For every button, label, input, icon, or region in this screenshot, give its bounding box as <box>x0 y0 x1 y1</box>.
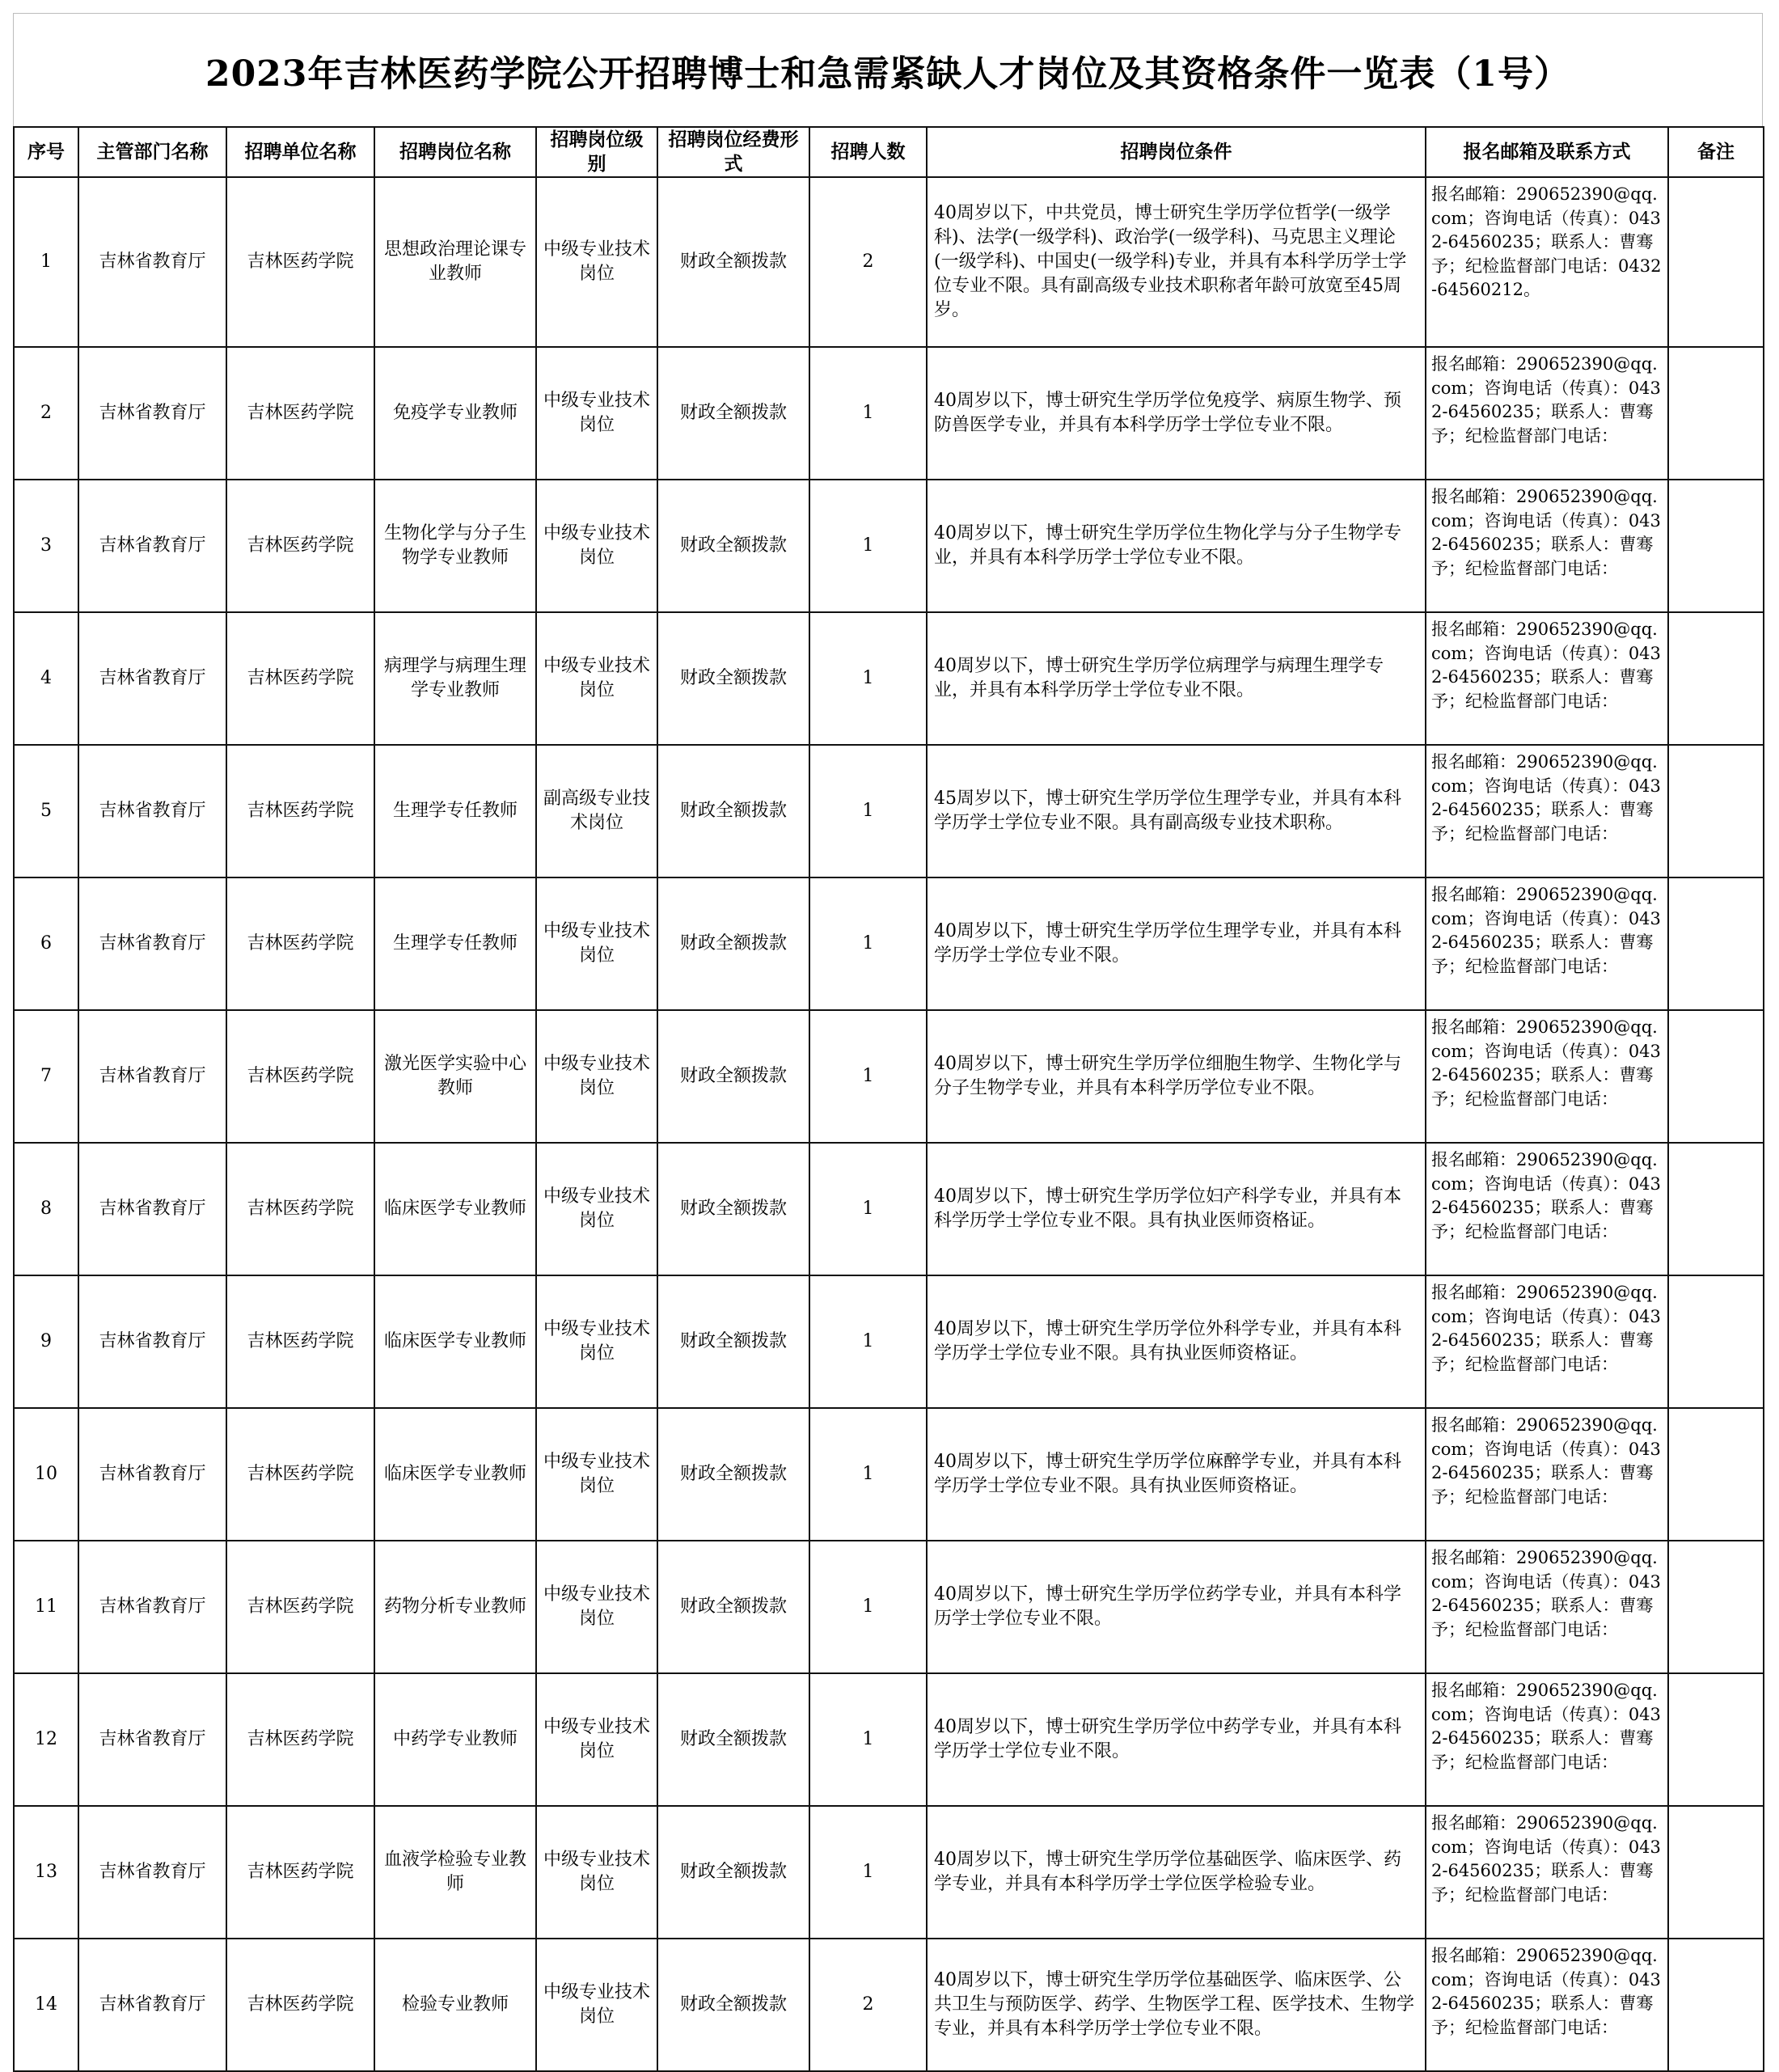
cell-contact: 报名邮箱：290652390@qq.com；咨询电话（传真）：0432-64560235；联系人：曹骞予；纪检监督部门电话： <box>1426 1010 1668 1143</box>
cell-count: 1 <box>809 1275 927 1408</box>
cell-remark <box>1668 1673 1764 1806</box>
cell-level: 中级专业技术岗位 <box>536 1010 657 1143</box>
cell-seq: 4 <box>14 612 78 745</box>
cell-count: 1 <box>809 347 927 480</box>
cell-post: 检验专业教师 <box>374 1939 536 2071</box>
header-count: 招聘人数 <box>809 127 927 177</box>
cell-unit: 吉林医药学院 <box>226 877 374 1010</box>
cell-seq: 6 <box>14 877 78 1010</box>
cell-level: 中级专业技术岗位 <box>536 347 657 480</box>
cell-unit: 吉林医药学院 <box>226 1806 374 1939</box>
table-row <box>14 1939 1764 2071</box>
cell-funding: 财政全额拨款 <box>657 1541 809 1673</box>
cell-post: 免疫学专业教师 <box>374 347 536 480</box>
cell-funding: 财政全额拨款 <box>657 612 809 745</box>
cell-dept: 吉林省教育厅 <box>78 1010 226 1143</box>
table-row <box>14 877 1764 1010</box>
cell-contact: 报名邮箱：290652390@qq.com；咨询电话（传真）：0432-64560235；联系人：曹骞予；纪检监督部门电话：0432-64560212。 <box>1426 177 1668 347</box>
header-contact: 报名邮箱及联系方式 <box>1426 127 1668 177</box>
header-conditions: 招聘岗位条件 <box>927 127 1426 177</box>
cell-conditions: 40周岁以下，博士研究生学历学位外科学专业，并具有本科学历学士学位专业不限。具有执业医师资格证。 <box>927 1275 1426 1408</box>
cell-remark <box>1668 1010 1764 1143</box>
cell-count: 1 <box>809 1408 927 1541</box>
cell-funding: 财政全额拨款 <box>657 1010 809 1143</box>
table-row <box>14 1806 1764 1939</box>
cell-seq: 8 <box>14 1143 78 1275</box>
cell-level: 中级专业技术岗位 <box>536 177 657 347</box>
cell-remark <box>1668 1143 1764 1275</box>
cell-unit: 吉林医药学院 <box>226 1275 374 1408</box>
cell-post: 思想政治理论课专业教师 <box>374 177 536 347</box>
cell-funding: 财政全额拨款 <box>657 1408 809 1541</box>
cell-remark <box>1668 1541 1764 1673</box>
cell-count: 1 <box>809 1541 927 1673</box>
cell-level: 中级专业技术岗位 <box>536 1143 657 1275</box>
cell-contact: 报名邮箱：290652390@qq.com；咨询电话（传真）：0432-64560235；联系人：曹骞予；纪检监督部门电话： <box>1426 745 1668 877</box>
header-seq: 序号 <box>14 127 78 177</box>
cell-dept: 吉林省教育厅 <box>78 1806 226 1939</box>
cell-level: 中级专业技术岗位 <box>536 1939 657 2071</box>
cell-post: 激光医学实验中心教师 <box>374 1010 536 1143</box>
positions-table <box>13 126 1764 2072</box>
cell-level: 中级专业技术岗位 <box>536 1408 657 1541</box>
cell-contact: 报名邮箱：290652390@qq.com；咨询电话（传真）：0432-64560235；联系人：曹骞予；纪检监督部门电话： <box>1426 347 1668 480</box>
cell-count: 1 <box>809 877 927 1010</box>
cell-funding: 财政全额拨款 <box>657 1939 809 2071</box>
cell-remark <box>1668 177 1764 347</box>
recruitment-sheet <box>13 13 1763 2039</box>
cell-seq: 12 <box>14 1673 78 1806</box>
cell-conditions: 40周岁以下，中共党员，博士研究生学历学位哲学(一级学科)、法学(一级学科)、政治学(一级学科)、马克思主义理论(一级学科)、中国史(一级学科)专业，并具有本科学历学士学位专业不限。具有副高级专业技术职称者年龄可放宽至45周岁。 <box>927 177 1426 347</box>
cell-count: 2 <box>809 177 927 347</box>
header-remark: 备注 <box>1668 127 1764 177</box>
header-post: 招聘岗位名称 <box>374 127 536 177</box>
cell-seq: 11 <box>14 1541 78 1673</box>
cell-count: 1 <box>809 480 927 612</box>
cell-contact: 报名邮箱：290652390@qq.com；咨询电话（传真）：0432-64560235；联系人：曹骞予；纪检监督部门电话： <box>1426 1806 1668 1939</box>
cell-conditions: 45周岁以下，博士研究生学历学位生理学专业，并具有本科学历学士学位专业不限。具有副高级专业技术职称。 <box>927 745 1426 877</box>
cell-level: 中级专业技术岗位 <box>536 1541 657 1673</box>
cell-funding: 财政全额拨款 <box>657 1806 809 1939</box>
cell-contact: 报名邮箱：290652390@qq.com；咨询电话（传真）：0432-64560235；联系人：曹骞予；纪检监督部门电话： <box>1426 1541 1668 1673</box>
cell-post: 血液学检验专业教师 <box>374 1806 536 1939</box>
cell-unit: 吉林医药学院 <box>226 480 374 612</box>
header-unit: 招聘单位名称 <box>226 127 374 177</box>
table-row <box>14 177 1764 347</box>
cell-remark <box>1668 1806 1764 1939</box>
cell-post: 药物分析专业教师 <box>374 1541 536 1673</box>
cell-level: 中级专业技术岗位 <box>536 1806 657 1939</box>
cell-conditions: 40周岁以下，博士研究生学历学位药学专业，并具有本科学历学士学位专业不限。 <box>927 1541 1426 1673</box>
cell-seq: 10 <box>14 1408 78 1541</box>
cell-count: 1 <box>809 1010 927 1143</box>
cell-level: 中级专业技术岗位 <box>536 480 657 612</box>
cell-remark <box>1668 480 1764 612</box>
cell-seq: 2 <box>14 347 78 480</box>
cell-count: 1 <box>809 1806 927 1939</box>
cell-conditions: 40周岁以下，博士研究生学历学位基础医学、临床医学、药学专业，并具有本科学历学士学位医学检验专业。 <box>927 1806 1426 1939</box>
cell-conditions: 40周岁以下，博士研究生学历学位妇产科学专业，并具有本科学历学士学位专业不限。具有执业医师资格证。 <box>927 1143 1426 1275</box>
cell-post: 临床医学专业教师 <box>374 1275 536 1408</box>
cell-count: 2 <box>809 1939 927 2071</box>
cell-dept: 吉林省教育厅 <box>78 177 226 347</box>
table-row <box>14 1275 1764 1408</box>
cell-dept: 吉林省教育厅 <box>78 480 226 612</box>
cell-remark <box>1668 1275 1764 1408</box>
cell-conditions: 40周岁以下，博士研究生学历学位生物化学与分子生物学专业，并具有本科学历学士学位专业不限。 <box>927 480 1426 612</box>
cell-contact: 报名邮箱：290652390@qq.com；咨询电话（传真）：0432-64560235；联系人：曹骞予；纪检监督部门电话： <box>1426 1275 1668 1408</box>
table-row <box>14 1408 1764 1541</box>
table-body <box>14 177 1764 2071</box>
cell-contact: 报名邮箱：290652390@qq.com；咨询电话（传真）：0432-64560235；联系人：曹骞予；纪检监督部门电话： <box>1426 1939 1668 2071</box>
cell-level: 中级专业技术岗位 <box>536 1673 657 1806</box>
cell-remark <box>1668 877 1764 1010</box>
cell-conditions: 40周岁以下，博士研究生学历学位免疫学、病原生物学、预防兽医学专业，并具有本科学历学士学位专业不限。 <box>927 347 1426 480</box>
cell-dept: 吉林省教育厅 <box>78 612 226 745</box>
cell-remark <box>1668 745 1764 877</box>
cell-funding: 财政全额拨款 <box>657 745 809 877</box>
cell-conditions: 40周岁以下，博士研究生学历学位麻醉学专业，并具有本科学历学士学位专业不限。具有执业医师资格证。 <box>927 1408 1426 1541</box>
cell-unit: 吉林医药学院 <box>226 1541 374 1673</box>
table-row <box>14 1673 1764 1806</box>
cell-unit: 吉林医药学院 <box>226 1408 374 1541</box>
cell-funding: 财政全额拨款 <box>657 1275 809 1408</box>
cell-funding: 财政全额拨款 <box>657 480 809 612</box>
cell-dept: 吉林省教育厅 <box>78 1275 226 1408</box>
cell-contact: 报名邮箱：290652390@qq.com；咨询电话（传真）：0432-64560235；联系人：曹骞予；纪检监督部门电话： <box>1426 1673 1668 1806</box>
header-level: 招聘岗位级别 <box>536 127 657 177</box>
table-row <box>14 1010 1764 1143</box>
cell-unit: 吉林医药学院 <box>226 177 374 347</box>
header-row <box>14 127 1764 177</box>
cell-level: 中级专业技术岗位 <box>536 612 657 745</box>
header-dept: 主管部门名称 <box>78 127 226 177</box>
cell-contact: 报名邮箱：290652390@qq.com；咨询电话（传真）：0432-64560235；联系人：曹骞予；纪检监督部门电话： <box>1426 612 1668 745</box>
cell-unit: 吉林医药学院 <box>226 1143 374 1275</box>
cell-funding: 财政全额拨款 <box>657 347 809 480</box>
cell-seq: 3 <box>14 480 78 612</box>
cell-conditions: 40周岁以下，博士研究生学历学位病理学与病理生理学专业，并具有本科学历学士学位专业不限。 <box>927 612 1426 745</box>
cell-seq: 1 <box>14 177 78 347</box>
cell-conditions: 40周岁以下，博士研究生学历学位细胞生物学、生物化学与分子生物学专业，并具有本科学历学位专业不限。 <box>927 1010 1426 1143</box>
cell-contact: 报名邮箱：290652390@qq.com；咨询电话（传真）：0432-64560235；联系人：曹骞予；纪检监督部门电话： <box>1426 1143 1668 1275</box>
cell-contact: 报名邮箱：290652390@qq.com；咨询电话（传真）：0432-64560235；联系人：曹骞予；纪检监督部门电话： <box>1426 1408 1668 1541</box>
cell-count: 1 <box>809 1673 927 1806</box>
table-row <box>14 1541 1764 1673</box>
cell-unit: 吉林医药学院 <box>226 745 374 877</box>
cell-count: 1 <box>809 612 927 745</box>
cell-seq: 14 <box>14 1939 78 2071</box>
cell-seq: 13 <box>14 1806 78 1939</box>
cell-contact: 报名邮箱：290652390@qq.com；咨询电话（传真）：0432-64560235；联系人：曹骞予；纪检监督部门电话： <box>1426 877 1668 1010</box>
page-title: 2023年吉林医药学院公开招聘博士和急需紧缺人才岗位及其资格条件一览表（1号） <box>13 13 1763 127</box>
cell-funding: 财政全额拨款 <box>657 1673 809 1806</box>
cell-funding: 财政全额拨款 <box>657 877 809 1010</box>
table-row <box>14 612 1764 745</box>
cell-conditions: 40周岁以下，博士研究生学历学位中药学专业，并具有本科学历学士学位专业不限。 <box>927 1673 1426 1806</box>
cell-contact: 报名邮箱：290652390@qq.com；咨询电话（传真）：0432-64560235；联系人：曹骞予；纪检监督部门电话： <box>1426 480 1668 612</box>
cell-level: 副高级专业技术岗位 <box>536 745 657 877</box>
cell-post: 病理学与病理生理学专业教师 <box>374 612 536 745</box>
cell-post: 生理学专任教师 <box>374 745 536 877</box>
cell-level: 中级专业技术岗位 <box>536 1275 657 1408</box>
cell-unit: 吉林医药学院 <box>226 347 374 480</box>
cell-unit: 吉林医药学院 <box>226 1939 374 2071</box>
cell-dept: 吉林省教育厅 <box>78 1673 226 1806</box>
cell-dept: 吉林省教育厅 <box>78 877 226 1010</box>
cell-conditions: 40周岁以下，博士研究生学历学位基础医学、临床医学、公共卫生与预防医学、药学、生物医学工程、医学技术、生物学专业，并具有本科学历学士学位专业不限。 <box>927 1939 1426 2071</box>
cell-count: 1 <box>809 745 927 877</box>
cell-dept: 吉林省教育厅 <box>78 745 226 877</box>
cell-count: 1 <box>809 1143 927 1275</box>
header-funding: 招聘岗位经费形式 <box>657 127 809 177</box>
cell-dept: 吉林省教育厅 <box>78 1143 226 1275</box>
table-row <box>14 1143 1764 1275</box>
cell-remark <box>1668 1408 1764 1541</box>
cell-seq: 7 <box>14 1010 78 1143</box>
cell-dept: 吉林省教育厅 <box>78 347 226 480</box>
table-row <box>14 347 1764 480</box>
cell-post: 临床医学专业教师 <box>374 1408 536 1541</box>
cell-remark <box>1668 612 1764 745</box>
cell-post: 生物化学与分子生物学专业教师 <box>374 480 536 612</box>
cell-remark <box>1668 347 1764 480</box>
cell-post: 中药学专业教师 <box>374 1673 536 1806</box>
cell-unit: 吉林医药学院 <box>226 612 374 745</box>
cell-post: 生理学专任教师 <box>374 877 536 1010</box>
cell-unit: 吉林医药学院 <box>226 1010 374 1143</box>
cell-dept: 吉林省教育厅 <box>78 1408 226 1541</box>
cell-post: 临床医学专业教师 <box>374 1143 536 1275</box>
table-row <box>14 745 1764 877</box>
cell-funding: 财政全额拨款 <box>657 177 809 347</box>
cell-remark <box>1668 1939 1764 2071</box>
cell-seq: 9 <box>14 1275 78 1408</box>
table-row <box>14 480 1764 612</box>
cell-funding: 财政全额拨款 <box>657 1143 809 1275</box>
cell-dept: 吉林省教育厅 <box>78 1541 226 1673</box>
cell-level: 中级专业技术岗位 <box>536 877 657 1010</box>
cell-dept: 吉林省教育厅 <box>78 1939 226 2071</box>
cell-unit: 吉林医药学院 <box>226 1673 374 1806</box>
cell-conditions: 40周岁以下，博士研究生学历学位生理学专业，并具有本科学历学士学位专业不限。 <box>927 877 1426 1010</box>
cell-seq: 5 <box>14 745 78 877</box>
